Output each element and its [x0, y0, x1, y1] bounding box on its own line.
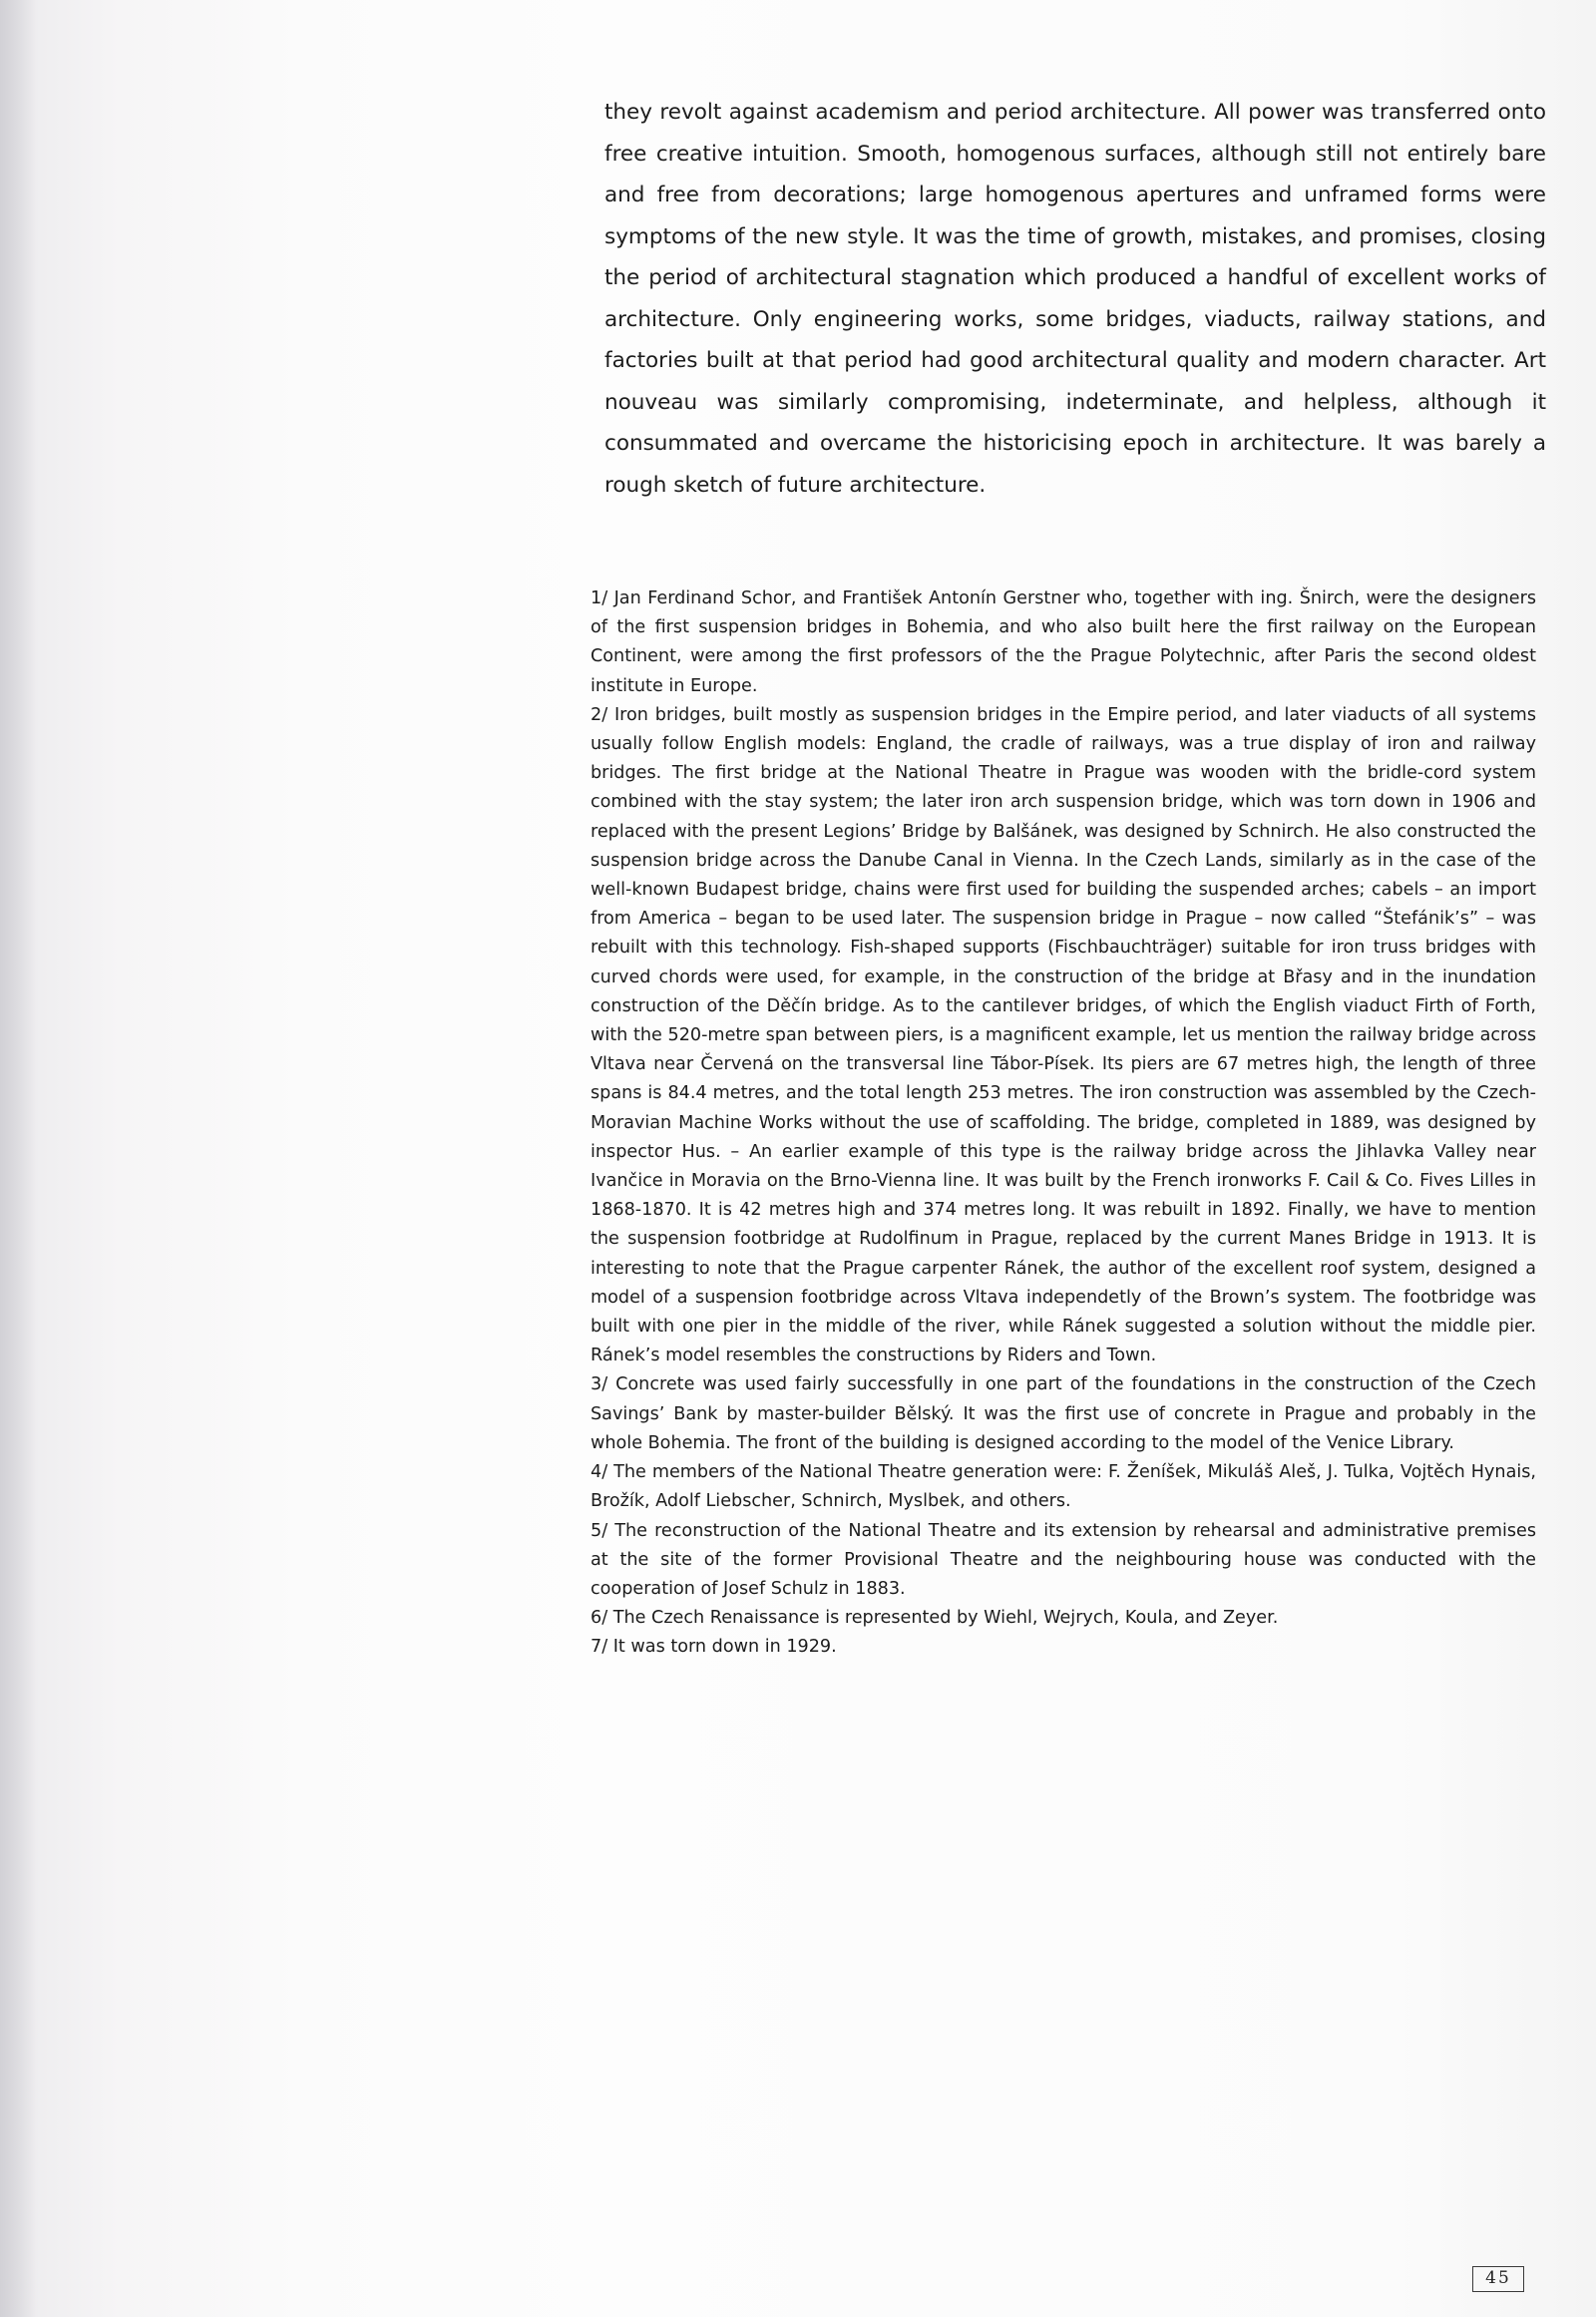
binding-gutter-shadow — [0, 0, 36, 2317]
endnote-5: 5/ The reconstruction of the National Theatre and its extension by rehearsal and administrative premises at the site of the former Provisional Theatre and the neighbouring house was conducted with the cooperation of Josef Schulz in 1883. — [591, 1520, 1536, 1599]
endnote-2: 2/ Iron bridges, built mostly as suspension bridges in the Empire period, and later viaducts of all systems usually follow English models: England, the cradle of railways, was a true display of iron and railway bridges. The first bridge at the National Theatre in Prague was wooden with the bridle-cord system combined with the stay system; the later iron arch suspension bridge, which was torn down in 1906 and replaced with the present Legions’ Bridge by Balšánek, was designed by Schnirch. He also constructed the suspension bridge across the Danube Canal in Vienna. In the Czech Lands, similarly as in the case of the well-known Budapest bridge, chains were first used for building the suspended arches; cabels – an import from America – began to be used later. The suspension bridge in Prague – now called “Štefánik’s” – was rebuilt with this technology. Fish-shaped supports (Fischbauchträger) suitable for iron truss bridges with curved chords were used, for example, in the construction of the bridge at Břasy and in the inundation construction of the Děčín bridge. As to the cantilever bridges, of which the English viaduct Firth of Forth, with the 520-metre span between piers, is a magnificent example, let us mention the railway bridge across Vltava near Červená on the transversal line Tábor-Písek. Its piers are 67 metres high, the length of three spans is 84.4 metres, and the total length 253 metres. The iron construction was assembled by the Czech-Moravian Machine Works without the use of scaffolding. The bridge, completed in 1889, was designed by inspector Hus. – An earlier example of this type is the railway bridge across the Jihlavka Valley near Ivančice in Moravia on the Brno-Vienna line. It was built by the French ironworks F. Cail & Co. Fives Lilles in 1868-1870. It is 42 metres high and 374 metres long. It was rebuilt in 1892. Finally, we have to mention the suspension footbridge at Rudolfinum in Prague, replaced by the current Manes Bridge in 1913. It is interesting to note that the Prague carpenter Ránek, the author of the excellent roof system, designed a model of a suspension footbridge across Vltava independetly of the Brown’s system. The footbridge was built with one pier in the middle of the river, while Ránek suggested a solution without the middle pier. Ránek’s model resembles the constructions by Riders and Town. — [591, 704, 1536, 1366]
endnote-6: 6/ The Czech Renaissance is represented by Wiehl, Wejrych, Koula, and Zeyer. — [591, 1608, 1279, 1629]
endnote-3: 3/ Concrete was used fairly successfully in one part of the foundations in the construction of the Czech Savings’ Bank by master-builder Bělský. It was the first use of concrete in Prague and probably in the whole Bohemia. The front of the building is designed according to the model of the Venice Library. — [591, 1374, 1536, 1453]
endnote-7: 7/ It was torn down in 1929. — [591, 1637, 837, 1658]
endnote-1: 1/ Jan Ferdinand Schor, and František Antonín Gerstner who, together with ing. Šnirch, were the designers of the first suspension bridges in Bohemia, and who also built here the first railway on the European Continent, were among the first professors of the the Prague Polytechnic, after Paris the second oldest institute in Europe. — [591, 588, 1536, 696]
endnotes — [591, 584, 1536, 1663]
main-paragraph: they revolt against academism and period architecture. All power was transferred onto free creative intuition. Smooth, homogenous surfaces, although still not entirely bare and free from decorations; large homogenous apertures and unframed forms were symptoms of the new style. It was the time of growth, mistakes, and promises, closing the period of architectural stagnation which produced a handful of excellent works of architecture. Only engineering works, some bridges, viaducts, railway stations, and factories built at that period had good architectural quality and modern character. Art nouveau was similarly compromising, indeterminate, and helpless, although it consummated and overcame the historicising epoch in architecture. It was barely a rough sketch of future architecture. — [604, 100, 1546, 498]
endnote-4: 4/ The members of the National Theatre generation were: F. Ženíšek, Mikuláš Aleš, J. Tulka, Vojtěch Hynais, Brožík, Adolf Liebscher, Schnirch, Myslbek, and others. — [591, 1462, 1536, 1512]
page-number: 45 — [1472, 2266, 1524, 2292]
